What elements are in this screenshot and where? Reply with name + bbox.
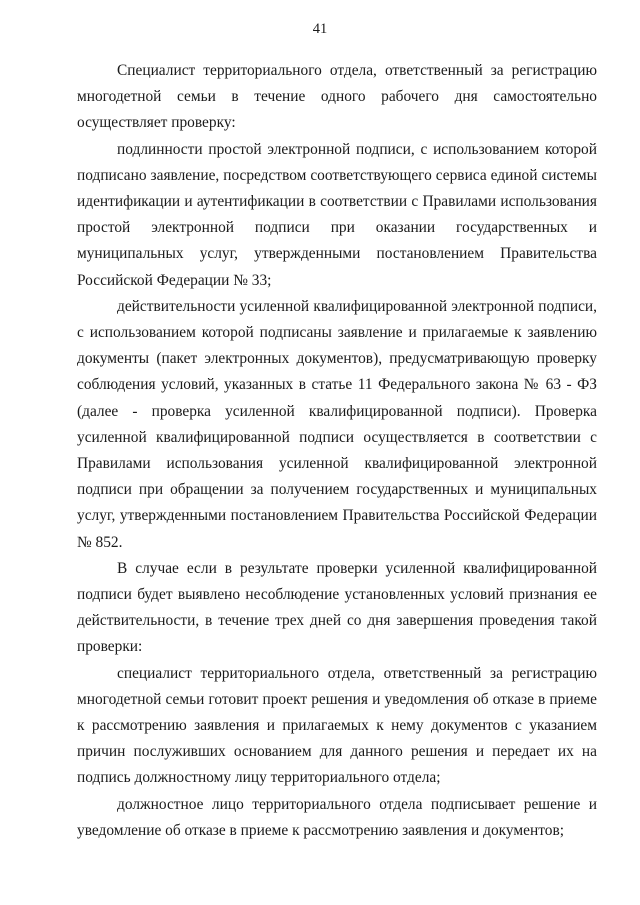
paragraph-qualified-signature: действительности усиленной квалифицированной электронной подписи, с использованием которой подписаны заявление и прилагаемые к заявлению документы (пакет электронных документов), предусматривающую проверку соблюдения условий, указанных в статье 11 Федерального закона № 63 - ФЗ (далее - проверка усиленной квалифицированной подписи). Проверка усиленной квалифицированной подписи осуществляется в соответствии с Правилами использования усиленной квалифицированной электронной подписи при обращении за получением государственных и муниципальных услуг, утвержденными постановлением Правительства Российской Федерации № 852. [77,297,597,551]
paragraph-official-action: должностное лицо территориального отдела подписывает решение и уведомление об отказе в приеме к рассмотрению заявления и документов; [77,795,597,839]
paragraph-specialist-action: специалист территориального отдела, ответственный за регистрацию многодетной семьи готовит проект решения и уведомления об отказе в приеме к рассмотрению заявления и прилагаемых к нему документов с указанием причин послуживших основанием для данного решения и передает их на подпись должностному лицу территориального отдела; [77,664,597,787]
page-number: 41 [312,21,328,37]
paragraph-failed-verification: В случае если в результате проверки усиленной квалифицированной подписи будет выявлено несоблюдение установленных условий признания ее действительности, в течение трех дней со дня завершения проведения такой проверки: [77,559,597,656]
paragraph-verification-intro: Специалист территориального отдела, ответственный за регистрацию многодетной семьи в течение одного рабочего дня самостоятельно осуществляет проверку: [77,62,597,132]
document-body [77,58,597,844]
paragraph-simple-signature: подлинности простой электронной подписи, с использованием которой подписано заявление, посредством соответствующего сервиса единой системы идентификации и аутентификации в соответствии с Правилами использования простой электронной подписи при оказании государственных и муниципальных услуг, утвержденными постановлением Правительства Российской Федерации № 33; [77,140,597,289]
